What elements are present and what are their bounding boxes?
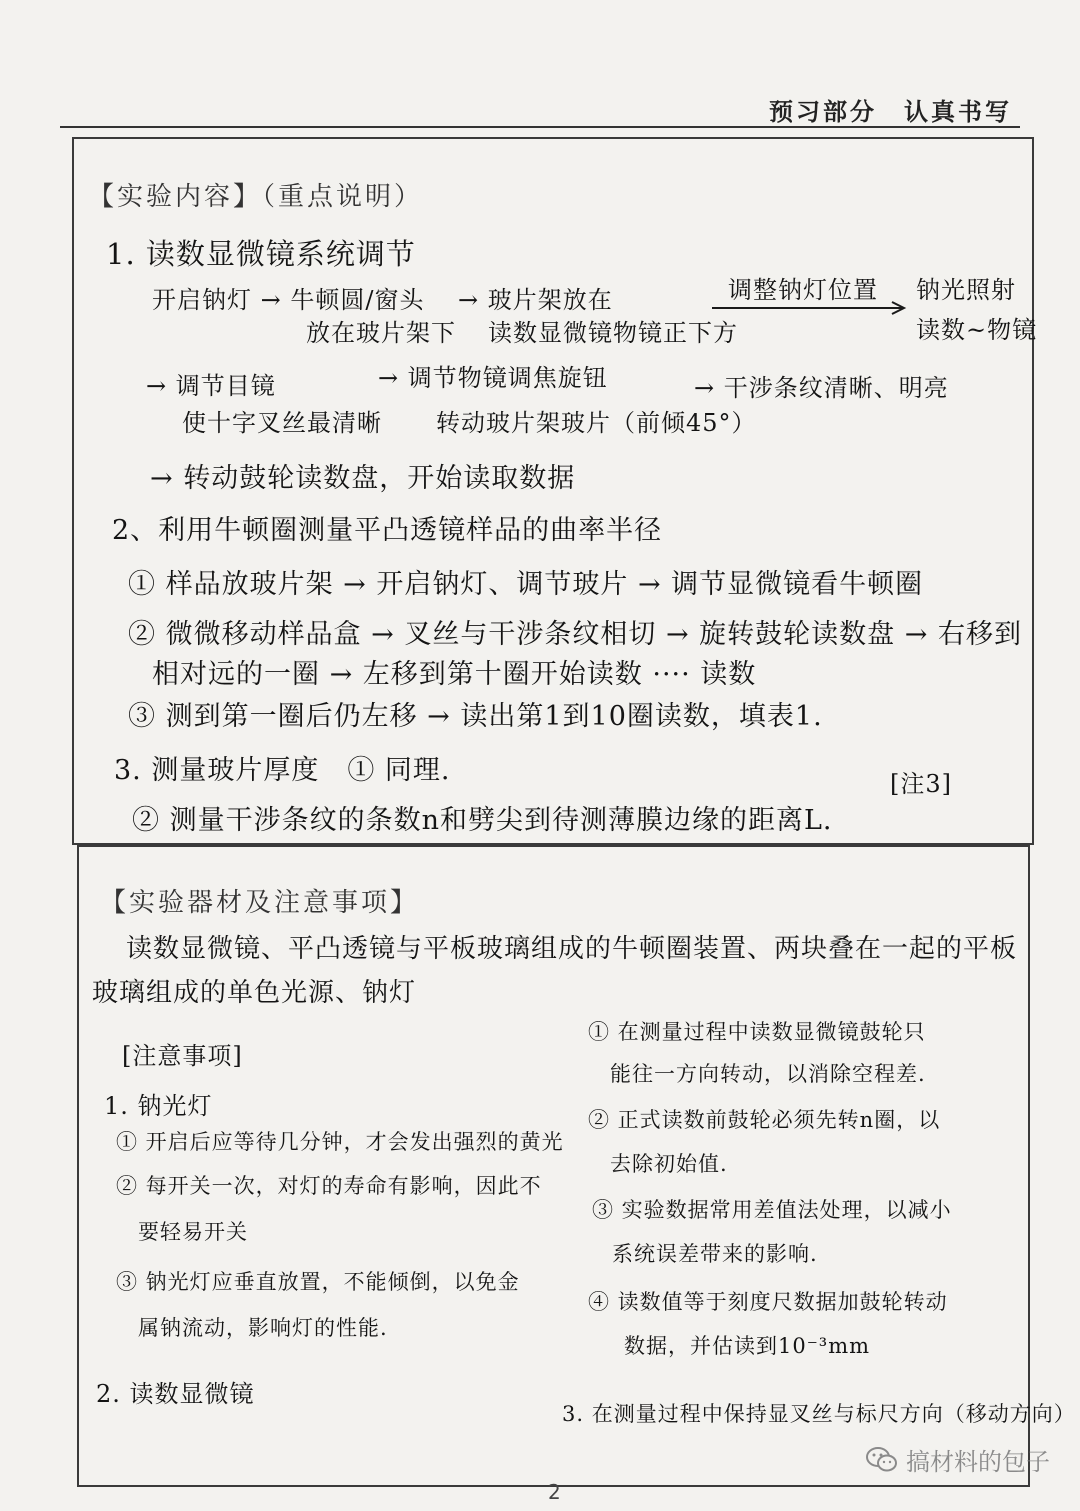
right-note-line: ② 正式读数前鼓轮必须先转n圈，以 — [588, 1108, 941, 1132]
left-note-line: ② 每开关一次，对灯的寿命有影响，因此不 — [116, 1174, 542, 1198]
content-line: 调整钠灯位置 — [728, 276, 878, 304]
note-marker: [注3] — [890, 770, 952, 798]
section-title-content: 【实验内容】（重点说明） — [88, 182, 424, 212]
content-line: 开启钠灯 → 牛顿圆/窗头 — [152, 286, 425, 314]
content-line: 读数显微镜物镜正下方 — [488, 319, 738, 347]
page-number: 2 — [548, 1480, 561, 1504]
arrow-long — [712, 300, 912, 316]
content-line: → 干涉条纹清晰、明亮 — [694, 374, 949, 402]
left-note-line: 1. 钠光灯 — [104, 1092, 213, 1120]
header-rule — [60, 126, 1020, 128]
right-note-line: ① 在测量过程中读数显微镜鼓轮只 — [588, 1020, 926, 1044]
right-note-line: ③ 实验数据常用差值法处理，以减小 — [592, 1198, 952, 1222]
content-line: 转动玻片架玻片（前倾45°） — [436, 409, 757, 437]
content-line: ③ 测到第一圈后仍左移 → 读出第1到10圈读数，填表1. — [128, 701, 823, 732]
content-line: 2、利用牛顿圈测量平凸透镜样品的曲率半径 — [112, 515, 663, 546]
wechat-icon — [866, 1447, 898, 1473]
content-line: 读数~物镜 — [916, 316, 1038, 344]
content-line: ② 测量干涉条纹的条数n和劈尖到待测薄膜边缘的距离L. — [132, 805, 833, 836]
content-line: 使十字叉丝最清晰 — [182, 409, 382, 437]
right-note-line: ④ 读数值等于刻度尺数据加鼓轮转动 — [588, 1290, 948, 1314]
content-line: → 玻片架放在 — [458, 286, 613, 314]
content-line: 1. 读数显微镜系统调节 — [106, 237, 416, 271]
content-line: 钠光照射 — [916, 276, 1016, 304]
content-line: → 调节物镜调焦旋钮 — [378, 364, 608, 392]
right-note-line: 去除初始值. — [610, 1152, 728, 1176]
header-text: 预习部分 认真书写 — [769, 97, 1012, 126]
watermark-text: 搞材料的包子 — [906, 1448, 1050, 1476]
section-title-equipment: 【实验器材及注意事项】 — [100, 888, 420, 918]
right-note-line: 3. 在测量过程中保持显叉丝与标尺方向（移动方向） — [562, 1402, 1076, 1426]
right-note-line: 能往一方向转动，以消除空程差. — [610, 1062, 926, 1086]
left-note-line: ③ 钠光灯应垂直放置，不能倾倒，以免金 — [116, 1270, 520, 1294]
content-line: ① 样品放玻片架 → 开启钠灯、调节玻片 → 调节显微镜看牛顿圈 — [128, 569, 924, 600]
intro-line: 玻璃组成的单色光源、钠灯 — [92, 978, 417, 1008]
content-line: 相对远的一圈 → 左移到第十圈开始读数 ···· 读数 — [152, 659, 757, 690]
left-note-line: 2. 读数显微镜 — [96, 1380, 255, 1408]
left-note-line: 属钠流动，影响灯的性能. — [138, 1316, 388, 1340]
watermark — [866, 1442, 1050, 1477]
left-note-line: ① 开启后应等待几分钟，才会发出强烈的黄光 — [116, 1130, 564, 1154]
notes-heading: [注意事项] — [122, 1042, 243, 1070]
right-note-line: 数据，并估读到10⁻³mm — [624, 1334, 871, 1358]
content-line: → 调节目镜 — [146, 372, 276, 400]
left-note-line: 要轻易开关 — [138, 1220, 248, 1244]
intro-line: 读数显微镜、平凸透镜与平板玻璃组成的牛顿圈装置、两块叠在一起的平板 — [126, 934, 1018, 964]
content-line: 3. 测量玻片厚度 ① 同理. — [114, 755, 451, 786]
content-line: → 转动鼓轮读数盘，开始读取数据 — [150, 463, 576, 494]
content-line: ② 微微移动样品盒 → 叉丝与干涉条纹相切 → 旋转鼓轮读数盘 → 右移到 — [128, 619, 1022, 650]
right-note-line: 系统误差带来的影响. — [612, 1242, 818, 1266]
content-line: 放在玻片架下 — [306, 319, 456, 347]
